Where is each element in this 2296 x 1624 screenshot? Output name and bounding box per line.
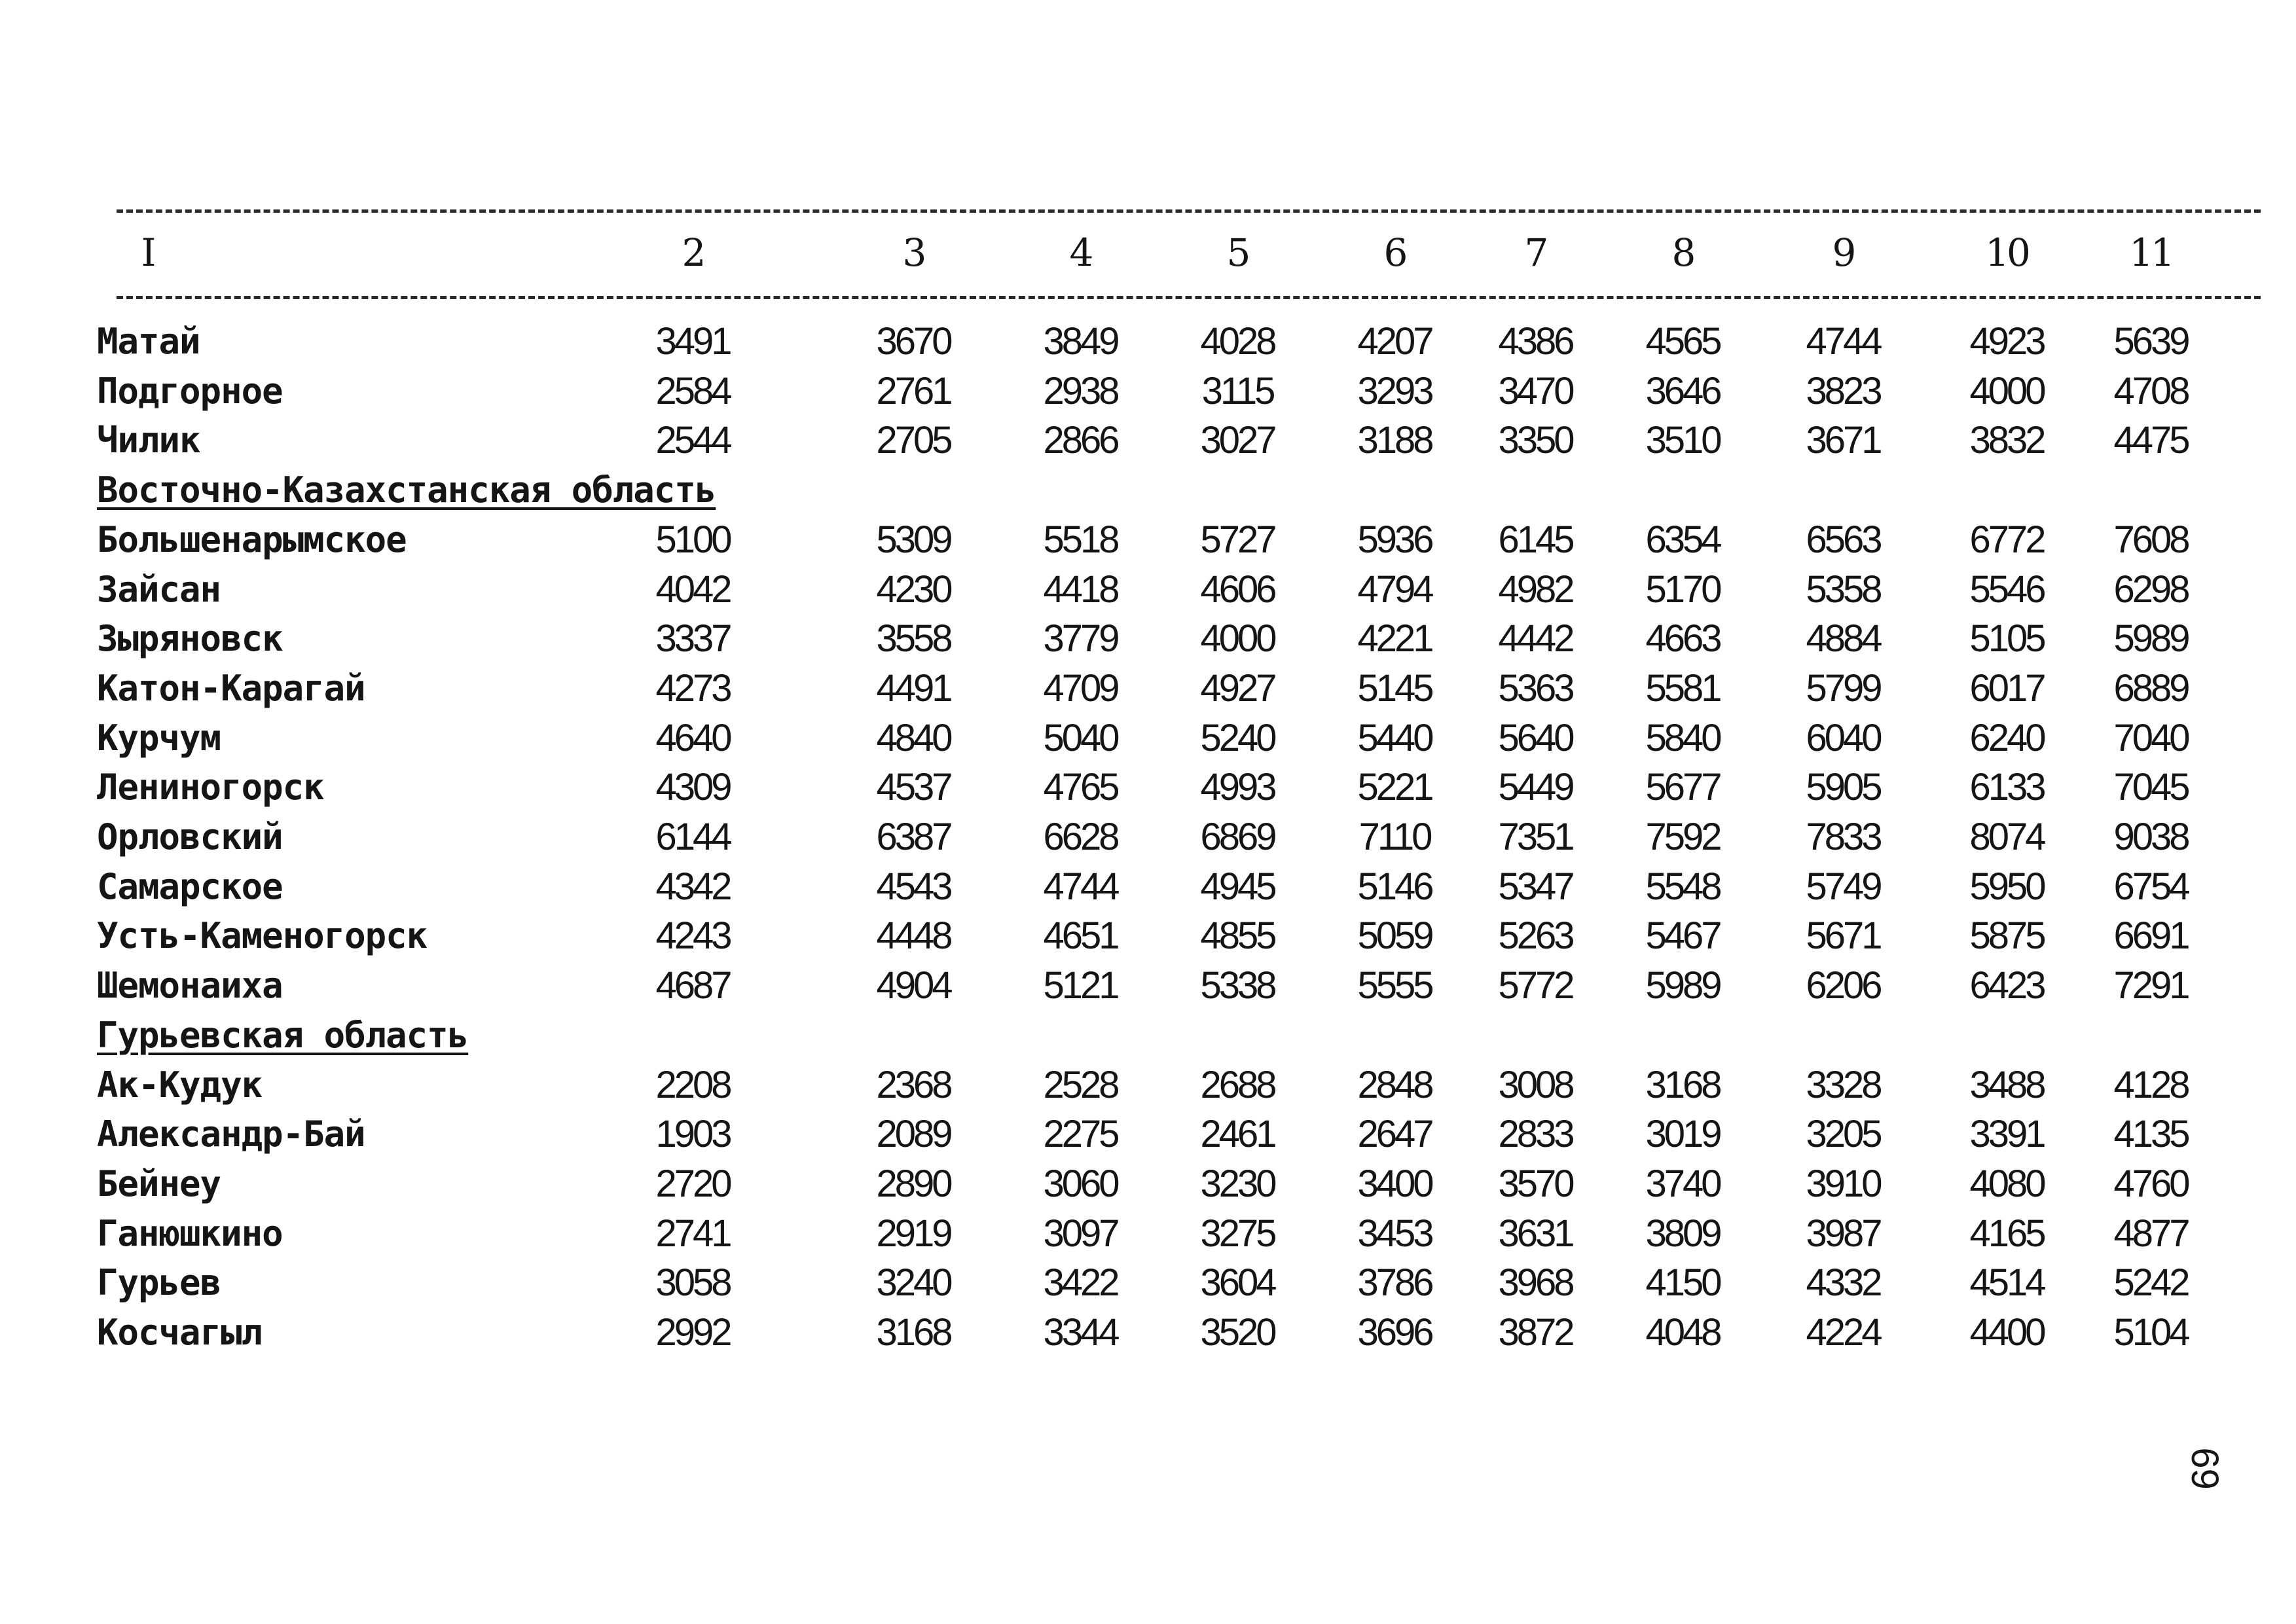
table-cell: 4332 bbox=[1806, 1261, 1880, 1305]
table-cell: 4537 bbox=[876, 766, 951, 809]
table-cell: 5518 bbox=[1043, 518, 1118, 561]
column-header: 5 bbox=[1226, 230, 1248, 275]
table-cell: 5440 bbox=[1357, 716, 1432, 759]
table-cell: 5677 bbox=[1645, 766, 1720, 809]
table-cell: 7351 bbox=[1498, 816, 1573, 858]
table-cell: 3740 bbox=[1645, 1162, 1720, 1205]
table-cell: 4565 bbox=[1645, 320, 1720, 363]
table-cell: 2688 bbox=[1200, 1063, 1275, 1106]
row-name: Лениногорск bbox=[97, 767, 324, 808]
table-cell: 7592 bbox=[1645, 816, 1720, 858]
table-cell: 6206 bbox=[1806, 964, 1880, 1007]
table-cell: 5799 bbox=[1806, 666, 1880, 710]
table-cell: 2584 bbox=[655, 369, 730, 412]
row-name: Подгорное bbox=[97, 370, 283, 412]
row-name: Матай bbox=[97, 321, 200, 362]
table-cell: 5146 bbox=[1357, 865, 1432, 908]
table-cell: 4923 bbox=[1969, 320, 2044, 363]
table-cell: 6869 bbox=[1200, 816, 1275, 858]
table-cell: 5100 bbox=[655, 518, 730, 561]
row-name: Усть-Каменогорск bbox=[97, 915, 428, 957]
row-name: Бейнеу bbox=[97, 1163, 221, 1204]
table-cell: 2705 bbox=[876, 419, 951, 462]
table-cell: 5581 bbox=[1645, 666, 1720, 710]
column-header: 4 bbox=[1069, 230, 1091, 275]
table-cell: 2833 bbox=[1498, 1113, 1573, 1156]
table-cell: 3205 bbox=[1806, 1113, 1880, 1156]
table-cell: 1903 bbox=[655, 1113, 730, 1156]
table-cell: 3823 bbox=[1806, 369, 1880, 412]
table-cell: 5059 bbox=[1357, 914, 1432, 958]
table-cell: 2528 bbox=[1043, 1063, 1118, 1106]
table-cell: 2919 bbox=[876, 1212, 951, 1255]
table-cell: 6040 bbox=[1806, 716, 1880, 759]
table-cell: 3491 bbox=[655, 320, 730, 363]
table-cell: 3008 bbox=[1498, 1063, 1573, 1106]
table-cell: 4150 bbox=[1645, 1261, 1720, 1305]
table-cell: 5363 bbox=[1498, 666, 1573, 710]
table-cell: 4514 bbox=[1969, 1261, 2044, 1305]
table-cell: 5548 bbox=[1645, 865, 1720, 908]
table-cell: 4491 bbox=[876, 666, 951, 710]
table-cell: 4221 bbox=[1357, 617, 1432, 660]
column-header: 8 bbox=[1671, 230, 1694, 275]
table-cell: 5772 bbox=[1498, 964, 1573, 1007]
table-cell: 5749 bbox=[1806, 865, 1880, 908]
table-cell: 4448 bbox=[876, 914, 951, 958]
table-cell: 2866 bbox=[1043, 419, 1118, 462]
row-name: Ганюшкино bbox=[97, 1212, 283, 1254]
table-cell: 4000 bbox=[1200, 617, 1275, 660]
table-cell: 5347 bbox=[1498, 865, 1573, 908]
column-header: 2 bbox=[682, 230, 704, 275]
row-name: Ак-Кудук bbox=[97, 1064, 263, 1106]
table-cell: 3849 bbox=[1043, 320, 1118, 363]
column-header: 10 bbox=[1985, 230, 2028, 275]
table-cell: 4000 bbox=[1969, 369, 2044, 412]
table-cell: 3350 bbox=[1498, 419, 1573, 462]
table-cell: 2720 bbox=[655, 1162, 730, 1205]
table-cell: 7040 bbox=[2113, 716, 2188, 759]
table-cell: 4687 bbox=[655, 964, 730, 1007]
table-cell: 5040 bbox=[1043, 716, 1118, 759]
table-cell: 6144 bbox=[655, 816, 730, 858]
table-cell: 5105 bbox=[1969, 617, 2044, 660]
table-cell: 2992 bbox=[655, 1311, 730, 1354]
column-header: 6 bbox=[1383, 230, 1406, 275]
table-cell: 5989 bbox=[1645, 964, 1720, 1007]
table-cell: 5240 bbox=[1200, 716, 1275, 759]
table-cell: 3786 bbox=[1357, 1261, 1432, 1305]
table-cell: 5875 bbox=[1969, 914, 2044, 958]
table-cell: 4400 bbox=[1969, 1311, 2044, 1354]
table-cell: 3453 bbox=[1357, 1212, 1432, 1255]
table-cell: 4651 bbox=[1043, 914, 1118, 958]
table-cell: 3344 bbox=[1043, 1311, 1118, 1354]
table-cell: 3872 bbox=[1498, 1311, 1573, 1354]
table-cell: 4273 bbox=[655, 666, 730, 710]
row-name: Александр-Бай bbox=[97, 1113, 365, 1155]
region-heading: Гурьевская область bbox=[97, 1014, 469, 1056]
table-cell: 5671 bbox=[1806, 914, 1880, 958]
table-cell: 4135 bbox=[2113, 1113, 2188, 1156]
table-cell: 4760 bbox=[2113, 1162, 2188, 1205]
table-cell: 3631 bbox=[1498, 1212, 1573, 1255]
row-name: Зыряновск bbox=[97, 618, 283, 660]
table-cell: 3058 bbox=[655, 1261, 730, 1305]
table-cell: 3779 bbox=[1043, 617, 1118, 660]
table-cell: 4840 bbox=[876, 716, 951, 759]
table-cell: 4207 bbox=[1357, 320, 1432, 363]
table-cell: 6563 bbox=[1806, 518, 1880, 561]
table-cell: 4708 bbox=[2113, 369, 2188, 412]
table-cell: 4982 bbox=[1498, 568, 1573, 611]
row-name: Курчум bbox=[97, 717, 221, 759]
table-cell: 4744 bbox=[1806, 320, 1880, 363]
table-cell: 4475 bbox=[2113, 419, 2188, 462]
table-cell: 6628 bbox=[1043, 816, 1118, 858]
table-cell: 2848 bbox=[1357, 1063, 1432, 1106]
table-cell: 6387 bbox=[876, 816, 951, 858]
table-cell: 3470 bbox=[1498, 369, 1573, 412]
table-cell: 5170 bbox=[1645, 568, 1720, 611]
table-cell: 5950 bbox=[1969, 865, 2044, 908]
table-cell: 5639 bbox=[2113, 320, 2188, 363]
table-cell: 3987 bbox=[1806, 1212, 1880, 1255]
table-cell: 3809 bbox=[1645, 1212, 1720, 1255]
table-cell: 6298 bbox=[2113, 568, 2188, 611]
table-cell: 3115 bbox=[1201, 369, 1273, 412]
table-cell: 6423 bbox=[1969, 964, 2044, 1007]
table-cell: 5905 bbox=[1806, 766, 1880, 809]
table-cell: 3696 bbox=[1357, 1311, 1432, 1354]
table-cell: 4744 bbox=[1043, 865, 1118, 908]
table-cell: 3097 bbox=[1043, 1212, 1118, 1255]
row-name: Косчагыл bbox=[97, 1312, 263, 1353]
table-cell: 4309 bbox=[655, 766, 730, 809]
table-cell: 3646 bbox=[1645, 369, 1720, 412]
column-header: 3 bbox=[902, 230, 924, 275]
table-cell: 5309 bbox=[876, 518, 951, 561]
table-cell: 2275 bbox=[1043, 1113, 1118, 1156]
table-cell: 4165 bbox=[1969, 1212, 2044, 1255]
table-cell: 4794 bbox=[1357, 568, 1432, 611]
table-cell: 3293 bbox=[1357, 369, 1432, 412]
table-cell: 7110 bbox=[1358, 816, 1430, 858]
table-cell: 4042 bbox=[655, 568, 730, 611]
table-cell: 4927 bbox=[1200, 666, 1275, 710]
table-cell: 4080 bbox=[1969, 1162, 2044, 1205]
table-cell: 4993 bbox=[1200, 766, 1275, 809]
table-cell: 3230 bbox=[1200, 1162, 1275, 1205]
table-cell: 2368 bbox=[876, 1063, 951, 1106]
table-cell: 4543 bbox=[876, 865, 951, 908]
column-header: 11 bbox=[2129, 230, 2172, 275]
table-cell: 6145 bbox=[1498, 518, 1573, 561]
table-cell: 3168 bbox=[876, 1311, 951, 1354]
table-cell: 6354 bbox=[1645, 518, 1720, 561]
table-cell: 4028 bbox=[1200, 320, 1275, 363]
table-cell: 3422 bbox=[1043, 1261, 1118, 1305]
table-cell: 6772 bbox=[1969, 518, 2044, 561]
table-cell: 6133 bbox=[1969, 766, 2044, 809]
header-bottom-rule bbox=[117, 296, 2261, 299]
table-cell: 3337 bbox=[655, 617, 730, 660]
row-name: Самарское bbox=[97, 865, 283, 907]
table-cell: 5358 bbox=[1806, 568, 1880, 611]
table-cell: 5840 bbox=[1645, 716, 1720, 759]
table-cell: 4904 bbox=[876, 964, 951, 1007]
table-cell: 3400 bbox=[1357, 1162, 1432, 1205]
table-cell: 2741 bbox=[655, 1212, 730, 1255]
table-cell: 3488 bbox=[1969, 1063, 2044, 1106]
table-cell: 7833 bbox=[1806, 816, 1880, 858]
table-cell: 5989 bbox=[2113, 617, 2188, 660]
table-cell: 5338 bbox=[1200, 964, 1275, 1007]
table-cell: 2938 bbox=[1043, 369, 1118, 412]
table-cell: 4709 bbox=[1043, 666, 1118, 710]
table-cell: 3391 bbox=[1969, 1113, 2044, 1156]
table-cell: 3520 bbox=[1200, 1311, 1275, 1354]
table-cell: 8074 bbox=[1969, 816, 2044, 858]
table-cell: 2647 bbox=[1357, 1113, 1432, 1156]
row-name: Катон-Карагай bbox=[97, 667, 365, 709]
table-cell: 2461 bbox=[1200, 1113, 1275, 1156]
column-header: 9 bbox=[1832, 230, 1854, 275]
table-cell: 3275 bbox=[1200, 1212, 1275, 1255]
table-cell: 5640 bbox=[1498, 716, 1573, 759]
table-cell: 7045 bbox=[2113, 766, 2188, 809]
table-cell: 4640 bbox=[655, 716, 730, 759]
row-name: Орловский bbox=[97, 816, 283, 857]
table-cell: 4877 bbox=[2113, 1212, 2188, 1255]
row-name: Чилик bbox=[97, 420, 200, 461]
region-heading: Восточно-Казахстанская область bbox=[97, 469, 716, 511]
table-cell: 4128 bbox=[2113, 1063, 2188, 1106]
table-cell: 3558 bbox=[876, 617, 951, 660]
table-cell: 6017 bbox=[1969, 666, 2044, 710]
table-cell: 4855 bbox=[1200, 914, 1275, 958]
table-cell: 4765 bbox=[1043, 766, 1118, 809]
table-cell: 2089 bbox=[876, 1113, 951, 1156]
table-cell: 4230 bbox=[876, 568, 951, 611]
table-cell: 3604 bbox=[1200, 1261, 1275, 1305]
table-cell: 3910 bbox=[1806, 1162, 1880, 1205]
table-cell: 3832 bbox=[1969, 419, 2044, 462]
table-cell: 5242 bbox=[2113, 1261, 2188, 1305]
row-name: Большенарымское bbox=[97, 518, 407, 560]
table-cell: 3060 bbox=[1043, 1162, 1118, 1205]
table-cell: 5145 bbox=[1357, 666, 1432, 710]
table-cell: 3188 bbox=[1357, 419, 1432, 462]
table-cell: 4945 bbox=[1200, 865, 1275, 908]
table-cell: 5263 bbox=[1498, 914, 1573, 958]
table-cell: 3670 bbox=[876, 320, 951, 363]
table-cell: 5121 bbox=[1043, 964, 1118, 1007]
table-cell: 4418 bbox=[1043, 568, 1118, 611]
table-cell: 3168 bbox=[1645, 1063, 1720, 1106]
page-number: 69 bbox=[2183, 1447, 2226, 1490]
table-cell: 7608 bbox=[2113, 518, 2188, 561]
column-header: I bbox=[141, 230, 154, 275]
table-cell: 5104 bbox=[2113, 1311, 2188, 1354]
column-header: 7 bbox=[1524, 230, 1546, 275]
table-cell: 3671 bbox=[1806, 419, 1880, 462]
table-cell: 2890 bbox=[876, 1162, 951, 1205]
table-cell: 4243 bbox=[655, 914, 730, 958]
table-cell: 6691 bbox=[2113, 914, 2188, 958]
table-cell: 3570 bbox=[1498, 1162, 1573, 1205]
table-cell: 3510 bbox=[1645, 419, 1720, 462]
table-cell: 7291 bbox=[2113, 964, 2188, 1007]
table-cell: 4342 bbox=[655, 865, 730, 908]
table-cell: 3019 bbox=[1645, 1113, 1720, 1156]
table-cell: 3027 bbox=[1200, 419, 1275, 462]
table-cell: 5936 bbox=[1357, 518, 1432, 561]
table-cell: 3328 bbox=[1806, 1063, 1880, 1106]
table-cell: 4048 bbox=[1645, 1311, 1720, 1354]
table-cell: 5546 bbox=[1969, 568, 2044, 611]
row-name: Шемонаиха bbox=[97, 965, 283, 1007]
table-cell: 4442 bbox=[1498, 617, 1573, 660]
table-cell: 3968 bbox=[1498, 1261, 1573, 1305]
row-name: Гурьев bbox=[97, 1262, 221, 1304]
table-cell: 4884 bbox=[1806, 617, 1880, 660]
table-cell: 6889 bbox=[2113, 666, 2188, 710]
table-cell: 2761 bbox=[876, 369, 951, 412]
table-cell: 4606 bbox=[1200, 568, 1275, 611]
table-cell: 2208 bbox=[655, 1063, 730, 1106]
table-cell: 5467 bbox=[1645, 914, 1720, 958]
table-cell: 2544 bbox=[655, 419, 730, 462]
table-cell: 4663 bbox=[1645, 617, 1720, 660]
table-top-rule bbox=[117, 209, 2261, 213]
table-cell: 5727 bbox=[1200, 518, 1275, 561]
table-cell: 6754 bbox=[2113, 865, 2188, 908]
row-name: Зайсан bbox=[97, 568, 221, 610]
table-cell: 3240 bbox=[876, 1261, 951, 1305]
table-cell: 6240 bbox=[1969, 716, 2044, 759]
table-cell: 4224 bbox=[1806, 1311, 1880, 1354]
table-cell: 4386 bbox=[1498, 320, 1573, 363]
table-cell: 9038 bbox=[2113, 816, 2188, 858]
table-cell: 5221 bbox=[1357, 766, 1432, 809]
table-cell: 5555 bbox=[1357, 964, 1432, 1007]
table-cell: 5449 bbox=[1498, 766, 1573, 809]
